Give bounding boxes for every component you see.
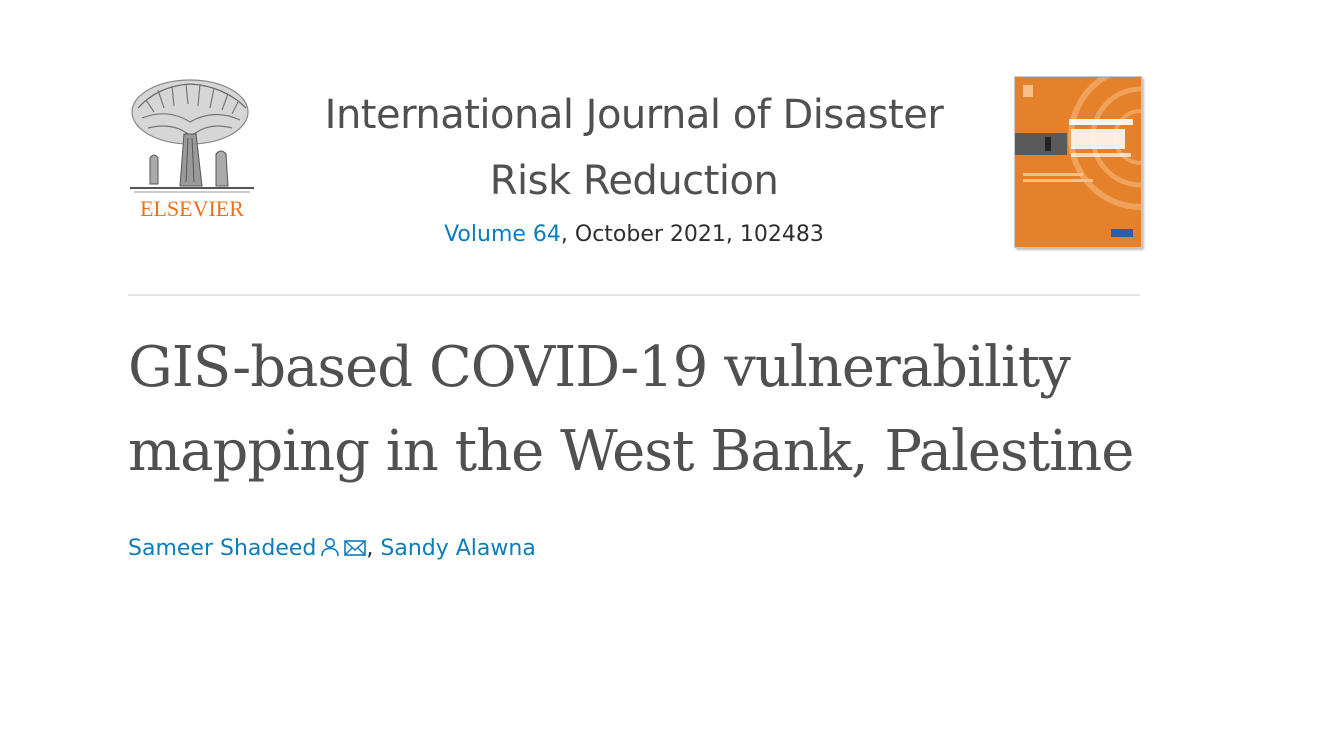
issue-date-article-number: , October 2021, 102483: [560, 222, 824, 247]
article-title-line-1: GIS-based COVID-19 vulnerability: [128, 335, 1070, 400]
journal-cover-image[interactable]: [1014, 76, 1142, 248]
author-separator: ,: [366, 536, 381, 561]
article-title-line-2: mapping in the West Bank, Palestine: [128, 419, 1134, 484]
elsevier-logo[interactable]: [128, 78, 256, 220]
author-link-sameer-shadeed[interactable]: Sameer Shadeed: [128, 536, 317, 561]
publisher-name: ELSEVIER: [140, 196, 244, 221]
journal-title[interactable]: [278, 82, 990, 214]
envelope-icon[interactable]: [344, 538, 366, 563]
journal-info: [278, 82, 990, 247]
volume-link[interactable]: Volume 64: [444, 222, 561, 247]
author-list: [128, 536, 536, 563]
article-title: [128, 326, 1168, 494]
journal-cover-icon: [1015, 77, 1141, 247]
person-icon[interactable]: [320, 537, 340, 563]
journal-meta: [278, 222, 990, 247]
journal-title-line-2[interactable]: Risk Reduction: [489, 158, 779, 204]
journal-header: [128, 76, 1140, 252]
author-link-sandy-alawna[interactable]: Sandy Alawna: [380, 536, 536, 561]
journal-title-line-1[interactable]: International Journal of Disaster: [324, 92, 944, 138]
elsevier-tree-icon: [128, 78, 256, 196]
header-divider: [128, 294, 1140, 296]
